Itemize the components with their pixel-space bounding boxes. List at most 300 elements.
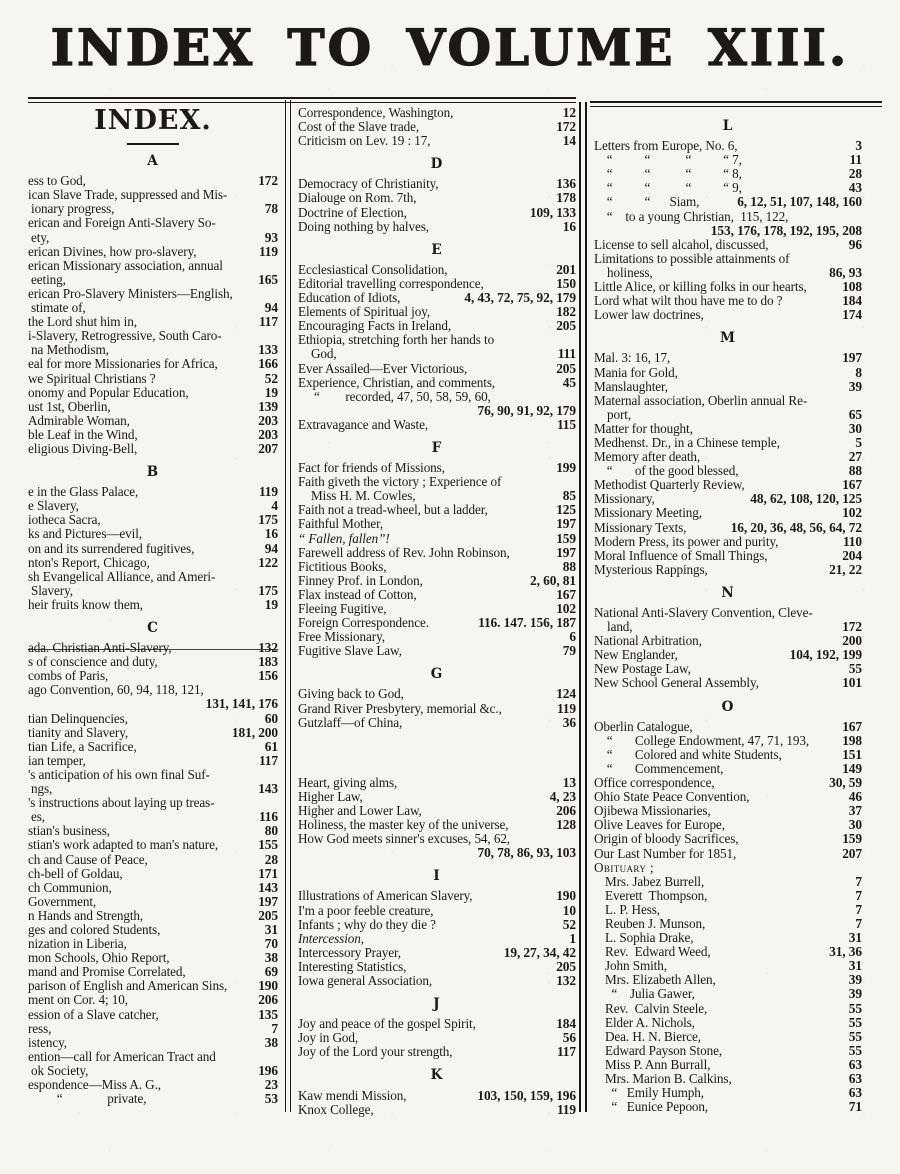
entry-page-number: 70	[264, 936, 278, 952]
entry-text: “ “ “ “ 7,	[594, 152, 742, 168]
index-entry	[298, 277, 576, 291]
entry-line	[28, 485, 278, 499]
entry-page-number: 174	[842, 307, 862, 323]
entry-page-number: 151	[842, 746, 862, 762]
entry-page-number: 27	[848, 449, 862, 465]
index-column-3	[594, 110, 862, 1114]
entry-text: “ Eunice Pepoon,	[605, 1099, 709, 1115]
index-entry	[594, 521, 862, 535]
entry-line	[298, 333, 576, 347]
entry-line	[594, 238, 862, 252]
entry-text: Criticism on Lev. 19 : 17,	[298, 133, 431, 149]
entry-text: L. P. Hess,	[605, 901, 660, 917]
entry-text: ican Slave Trade, suppressed and Mis-	[28, 187, 228, 203]
entry-text: “ Fallen, fallen”!	[298, 530, 390, 546]
index-entry	[28, 372, 278, 386]
entry-line	[594, 734, 862, 748]
entry-page-number: 159	[556, 530, 576, 546]
entry-page-number: 197	[258, 893, 278, 909]
entry-page-number: 4, 43, 72, 75, 92, 179	[464, 290, 576, 306]
column-separator-2	[579, 102, 587, 1112]
entry-page-number: 167	[842, 718, 862, 734]
index-entry	[28, 768, 278, 796]
entry-line	[594, 762, 862, 776]
entry-page-number: 135	[258, 1006, 278, 1022]
entry-line	[298, 560, 576, 574]
entry-line	[298, 418, 576, 432]
entry-page-number: 175	[258, 512, 278, 528]
entry-page-number: 128	[556, 817, 576, 833]
entry-line	[28, 188, 278, 202]
entry-text: Higher Law,	[298, 788, 363, 804]
entry-page-number: 7	[271, 1020, 278, 1036]
entry-text: land,	[607, 619, 633, 635]
entry-text: I'm a poor feeble creature,	[298, 902, 434, 918]
entry-text: “ Emily Humph,	[605, 1085, 704, 1101]
entry-text: Correspondence, Washington,	[298, 105, 454, 120]
entry-text: Mal. 3: 16, 17,	[594, 350, 671, 366]
entry-page-number: 5	[855, 434, 862, 450]
index-entry	[594, 1086, 862, 1100]
entry-page-number: 7	[855, 873, 862, 889]
index-entry	[298, 790, 576, 804]
entry-text: Giving back to God,	[298, 686, 404, 702]
entry-page-number: 178	[556, 190, 576, 206]
entry-line	[28, 726, 278, 740]
entry-line	[28, 669, 278, 683]
index-entry	[298, 546, 576, 560]
entry-text: tianity and Slavery,	[28, 724, 129, 740]
index-entry	[298, 1103, 576, 1117]
entry-line	[28, 993, 278, 1007]
entry-line	[594, 634, 862, 648]
entry-line	[28, 357, 278, 371]
entry-text: nization in Liberia,	[28, 936, 127, 952]
entry-line	[594, 620, 862, 634]
entry-page-number: 96	[848, 236, 862, 252]
entry-page-number: 7	[855, 901, 862, 917]
entry-page-number: 11	[849, 152, 862, 168]
index-entry	[298, 106, 576, 120]
index-entry	[28, 315, 278, 329]
entry-page-number: 156	[258, 668, 278, 684]
entry-page-number: 7	[855, 887, 862, 903]
entry-line	[28, 895, 278, 909]
entry-line	[28, 937, 278, 951]
entry-page-number: 94	[264, 540, 278, 556]
index-entry	[594, 818, 862, 832]
entry-text: eligious Diving-Bell,	[28, 440, 138, 456]
entry-line	[28, 542, 278, 556]
entry-text: “ “ “ “ 8,	[594, 166, 742, 182]
entry-line	[594, 464, 862, 478]
entry-text: ago Convention, 60, 94, 118, 121,	[28, 682, 204, 698]
page-title: INDEX TO VOLUME XIII.	[50, 18, 850, 77]
entry-page-number: 172	[258, 173, 278, 189]
entry-text: Origin of bloody Sacrifices,	[594, 831, 739, 847]
entry-line	[28, 301, 278, 315]
entry-line	[594, 366, 862, 380]
entry-text: How God meets sinner's excuses, 54, 62,	[298, 831, 511, 847]
entry-page-number: 109, 133	[529, 204, 576, 220]
entry-text: Joy in God,	[298, 1030, 359, 1046]
entry-line	[298, 277, 576, 291]
entry-line	[594, 394, 862, 408]
entry-text: Matter for thought,	[594, 420, 693, 436]
index-entry	[594, 380, 862, 394]
index-entry	[298, 1089, 576, 1103]
entry-line	[298, 517, 576, 531]
entry-line	[594, 1030, 862, 1044]
entry-text: ess to God,	[28, 173, 86, 189]
entry-page-number: 30	[848, 817, 862, 833]
entry-text: Oberlin Catalogue,	[594, 718, 693, 734]
index-entry	[298, 960, 576, 974]
entry-page-number: 184	[842, 293, 862, 309]
entry-line	[298, 1017, 576, 1031]
index-entry	[594, 252, 862, 280]
index-entry	[298, 574, 576, 588]
entry-line	[298, 319, 576, 333]
entry-line	[28, 782, 278, 796]
entry-text: we Spiritual Christians ?	[28, 370, 156, 386]
index-entry	[298, 932, 576, 946]
entry-page-number: 207	[258, 440, 278, 456]
entry-text: “ private,	[28, 1091, 147, 1107]
entry-text: Joy of the Lord your strength,	[298, 1044, 453, 1060]
entry-text: 's anticipation of his own final Suf-	[28, 766, 210, 782]
entry-page-number: 6	[569, 629, 576, 645]
entry-text: National Arbitration,	[594, 633, 702, 649]
entry-page-number: 155	[258, 837, 278, 853]
entry-line	[594, 506, 862, 520]
entry-page-number: 153, 176, 178, 192, 195, 208	[710, 222, 862, 238]
entry-page-number: 56	[562, 1030, 576, 1046]
entry-line	[594, 1072, 862, 1086]
entry-page-number: 102	[842, 505, 862, 521]
entry-line	[594, 535, 862, 549]
index-entry	[298, 206, 576, 220]
entry-text: Missionary Texts,	[594, 519, 687, 535]
index-entry	[28, 937, 278, 951]
entry-line	[298, 134, 576, 148]
index-entry	[594, 676, 862, 690]
entry-text: Elder A. Nichols,	[605, 1014, 695, 1030]
entry-line	[594, 280, 862, 294]
index-entry	[28, 881, 278, 895]
entry-page-number: 88	[562, 558, 576, 574]
index-entry	[594, 734, 862, 748]
entry-line	[28, 598, 278, 612]
index-entry	[28, 754, 278, 768]
entry-page-number: 55	[848, 1000, 862, 1016]
entry-text: mon Schools, Ohio Report,	[28, 950, 170, 966]
entry-line	[594, 818, 862, 832]
index-entry	[594, 492, 862, 506]
entry-line	[594, 351, 862, 365]
entry-text: Doctrine of Election,	[298, 204, 407, 220]
entry-text: ngs,	[31, 781, 53, 797]
entry-page-number: 199	[556, 460, 576, 476]
entry-text: e in the Glass Palace,	[28, 484, 139, 500]
entry-line	[28, 1092, 278, 1106]
entry-text: ress,	[28, 1020, 52, 1036]
index-entry	[298, 390, 576, 418]
entry-line	[28, 216, 278, 230]
entry-page-number: 143	[258, 879, 278, 895]
index-entry	[298, 588, 576, 602]
index-entry	[594, 1072, 862, 1086]
entry-text: Education of Idiots,	[298, 290, 401, 306]
entry-page-number: 204	[842, 547, 862, 563]
entry-text: holiness,	[607, 264, 653, 280]
entry-text: ges and colored Students,	[28, 921, 161, 937]
entry-line	[298, 376, 576, 390]
top-rule-right	[590, 101, 882, 107]
index-entry	[298, 602, 576, 616]
entry-page-number: 190	[556, 888, 576, 904]
entry-page-number: 55	[848, 661, 862, 677]
entry-text: Missionary Meeting,	[594, 505, 702, 521]
entry-text: Letters from Europe, No. 6,	[594, 138, 738, 154]
entry-text: “ “ “ “ 9,	[594, 180, 742, 196]
index-entry	[594, 1002, 862, 1016]
index-entry	[28, 838, 278, 852]
entry-line	[28, 556, 278, 570]
entry-page-number: 63	[848, 1071, 862, 1086]
index-entry	[298, 418, 576, 432]
entry-line	[594, 1100, 862, 1114]
entry-page-number: 19	[264, 384, 278, 400]
entry-line	[28, 951, 278, 965]
entry-page-number: 31, 36	[829, 944, 862, 960]
entry-text: License to sell alcahol, discussed,	[594, 236, 769, 252]
index-entry	[298, 120, 576, 134]
index-entry	[28, 442, 278, 456]
entry-page-number: 205	[556, 360, 576, 376]
entry-page-number: 46	[848, 789, 862, 805]
index-entry	[28, 188, 278, 216]
index-entry	[298, 560, 576, 574]
index-entry	[298, 974, 576, 988]
index-entry	[298, 177, 576, 191]
entry-text: Iowa general Association,	[298, 972, 433, 988]
index-entry	[594, 549, 862, 563]
entry-page-number: 172	[556, 119, 576, 135]
index-entry	[594, 847, 862, 861]
entry-line	[594, 847, 862, 861]
entry-line	[298, 347, 576, 361]
entry-text: n Hands and Strength,	[28, 907, 144, 923]
entry-text: John Smith,	[605, 958, 667, 974]
entry-line	[594, 224, 862, 238]
entry-text: ch-bell of Goldau,	[28, 865, 123, 881]
index-entry	[28, 979, 278, 993]
section-header-J: J	[433, 996, 441, 1013]
index-entry	[28, 259, 278, 287]
entry-line	[594, 648, 862, 662]
entry-line	[28, 712, 278, 726]
index-entry	[594, 394, 862, 422]
column-heading: INDEX.	[94, 105, 212, 136]
entry-line	[28, 740, 278, 754]
entry-text: the Lord shut him in,	[28, 314, 137, 330]
index-entry	[594, 238, 862, 252]
entry-text: port,	[607, 406, 632, 422]
index-column-1	[28, 105, 278, 1107]
entry-text: Ever Assailed—Ever Victorious,	[298, 360, 468, 376]
index-entry	[594, 762, 862, 776]
entry-line	[298, 177, 576, 191]
entry-text: Maternal association, Oberlin annual Re-	[594, 392, 808, 408]
entry-line	[594, 252, 862, 266]
entry-line	[28, 527, 278, 541]
entry-text: Mrs. Jabez Burrell,	[605, 873, 705, 889]
entry-line	[594, 521, 862, 535]
index-entry	[594, 153, 862, 167]
entry-text: Everett Thompson,	[605, 887, 708, 903]
index-entry	[28, 400, 278, 414]
entry-line	[28, 259, 278, 273]
entry-line	[594, 563, 862, 577]
entry-text: es,	[31, 809, 45, 825]
entry-page-number: 122	[258, 554, 278, 570]
entry-page-number: 55	[848, 1014, 862, 1030]
entry-line	[28, 315, 278, 329]
index-entry	[594, 875, 862, 889]
index-entry	[298, 889, 576, 903]
entry-page-number: 104, 192, 199	[789, 647, 862, 663]
entry-page-number: 190	[258, 978, 278, 994]
entry-page-number: 133	[258, 342, 278, 358]
index-entry	[28, 923, 278, 937]
entry-line	[594, 408, 862, 422]
entry-page-number: 55	[848, 1028, 862, 1044]
index-entry	[594, 776, 862, 790]
entry-page-number: 4	[271, 498, 278, 514]
entry-page-number: 61	[264, 738, 278, 754]
entry-text: National Anti-Slavery Convention, Cleve-	[594, 605, 813, 620]
entry-page-number: 53	[264, 1091, 278, 1107]
section-header-A: A	[147, 153, 159, 170]
entry-line	[298, 1103, 576, 1117]
index-entry	[298, 532, 576, 546]
entry-page-number: 205	[556, 318, 576, 334]
entry-text: erican Divines, how pro-slavery,	[28, 243, 197, 259]
entry-text: s of conscience and duty,	[28, 654, 158, 670]
entry-text: ch and Cause of Peace,	[28, 851, 148, 867]
entry-text: ks and Pictures—evil,	[28, 526, 143, 542]
entry-text: Slavery,	[31, 582, 73, 598]
entry-page-number: 207	[842, 845, 862, 861]
entry-line	[28, 683, 278, 697]
entry-text: Doing nothing by halves,	[298, 218, 429, 234]
entry-text: Manslaughter,	[594, 378, 668, 394]
entry-line	[298, 574, 576, 588]
index-entry	[28, 499, 278, 513]
entry-text: Methodist Quarterly Review,	[594, 477, 745, 493]
entry-line	[298, 776, 576, 790]
entry-line	[28, 838, 278, 852]
entry-page-number: 69	[264, 964, 278, 980]
entry-line	[298, 461, 576, 475]
entry-page-number: 65	[848, 406, 862, 422]
entry-text: Lord what wilt thou have me to do ?	[594, 293, 783, 309]
entry-page-number: 171	[258, 865, 278, 881]
entry-page-number: 6, 12, 51, 107, 148, 160	[737, 194, 862, 210]
index-entry	[594, 506, 862, 520]
entry-page-number: 203	[258, 426, 278, 442]
entry-text: Faithful Mother,	[298, 516, 384, 532]
entry-page-number: 116. 147. 156, 187	[478, 615, 576, 631]
entry-text: Obituary ;	[594, 859, 654, 875]
entry-text: “ Julia Gawer,	[605, 986, 695, 1002]
entry-page-number: 36	[562, 714, 576, 730]
entry-page-number: 39	[848, 378, 862, 394]
entry-page-number: 111	[557, 346, 576, 362]
entry-line	[28, 329, 278, 343]
section-header-I: I	[433, 868, 441, 885]
entry-page-number: 206	[556, 802, 576, 818]
entry-line	[298, 220, 576, 234]
entry-line	[28, 174, 278, 188]
index-entry	[28, 598, 278, 612]
entry-page-number: 117	[556, 1044, 576, 1060]
index-entry	[298, 918, 576, 932]
entry-page-number: 31	[848, 930, 862, 946]
index-entry	[594, 351, 862, 365]
index-entry	[594, 280, 862, 294]
entry-line	[594, 1002, 862, 1016]
index-entry	[298, 904, 576, 918]
index-entry	[594, 294, 862, 308]
entry-text: erican Missionary association, annual	[28, 257, 223, 273]
entry-line	[28, 386, 278, 400]
entry-line	[594, 153, 862, 167]
entry-text: Rev. Edward Weed,	[605, 944, 711, 960]
entry-line	[594, 549, 862, 563]
index-entry	[298, 687, 576, 701]
entry-line	[298, 616, 576, 630]
entry-line	[28, 881, 278, 895]
entry-text: Joy and peace of the gospel Spirit,	[298, 1016, 476, 1032]
entry-line	[594, 662, 862, 676]
entry-line	[298, 489, 576, 503]
entry-line	[298, 846, 576, 860]
entry-line	[594, 380, 862, 394]
index-entry	[28, 641, 278, 655]
index-entry	[28, 895, 278, 909]
entry-text: ok Society,	[31, 1062, 89, 1078]
entry-page-number: 1	[569, 930, 576, 946]
entry-line	[594, 1044, 862, 1058]
entry-line	[298, 305, 576, 319]
entry-text: na Methodism,	[31, 342, 109, 358]
entry-text: “ “ Siam,	[594, 194, 700, 210]
entry-text: Elements of Spiritual joy,	[298, 304, 431, 320]
index-entry	[594, 563, 862, 577]
entry-page-number: 149	[842, 760, 862, 776]
entry-text: nton's Report, Chicago,	[28, 554, 150, 570]
entry-text: New School General Assembly,	[594, 675, 759, 691]
entry-line	[594, 139, 862, 153]
entry-text: ust 1st, Oberlin,	[28, 398, 111, 414]
entry-text: Intercessory Prayer,	[298, 944, 401, 960]
entry-line	[28, 273, 278, 287]
entry-text: ionary progress,	[31, 201, 115, 217]
index-entry	[28, 867, 278, 881]
index-entry	[298, 946, 576, 960]
